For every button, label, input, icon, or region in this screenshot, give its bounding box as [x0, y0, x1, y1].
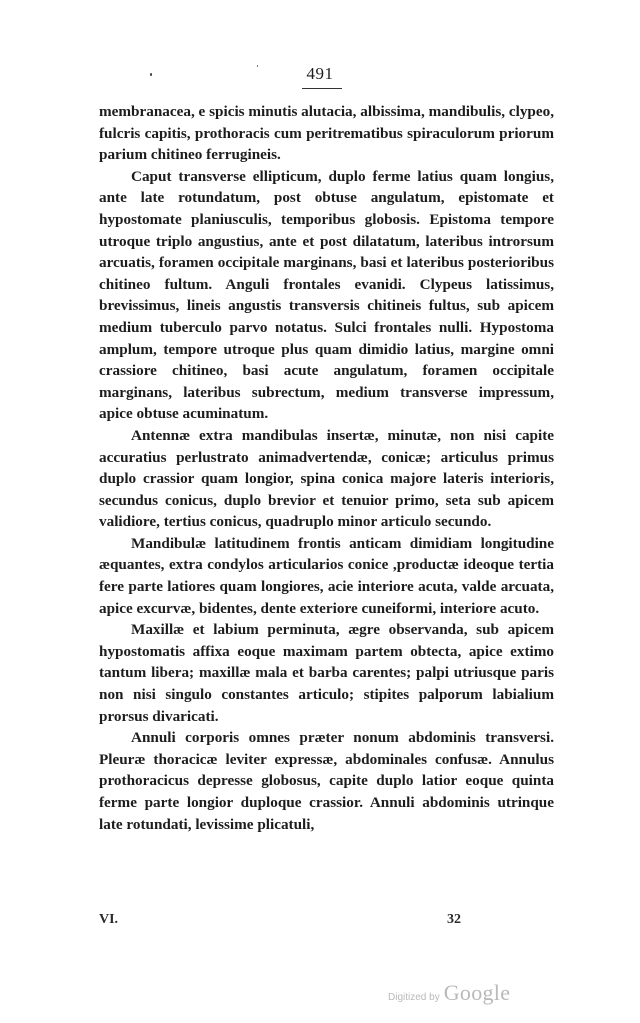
paragraph: Annuli corporis omnes præter nonum abdominis transversi. Pleuræ thoracicæ leviter expressæ, abdominales confusæ. Annulus prothoracicus depresse globosus, capite duplo latior eoque quinta ferme parte longior duploque crassior. Annuli abdominis utrinque late rotundati, levissime plicatuli, [99, 729, 554, 833]
page-number: 491 [306, 64, 334, 83]
body-text [99, 101, 554, 835]
digitization-watermark [388, 980, 510, 1006]
watermark-prefix: Digitized by [388, 992, 440, 1003]
signature-mark: VI. [99, 912, 119, 927]
sheet-number: 32 [447, 912, 461, 927]
running-header [0, 60, 640, 96]
paragraph: Antennæ extra mandibulas insertæ, minutæ, non nisi capite accuratius perlustrato animadvertendæ, conicæ; articulus primus duplo crassior quam longior, spina conica majore lateris interioris, secundus conicus, duplo brevior et tenuior primo, seta sub apicem validiore, tertius conicus, quadruplo minor articulo secundo. [99, 426, 554, 531]
paragraph: Mandibulæ latitudinem frontis anticam dimidiam longitudine æquantes, extra condylos articularios conice ,productæ ideoque tertia fere parte latiores quam longiores, acie interiore acuta, valde arcuata, apice excurvæ, bidentes, dente exteriore cuneiformi, interiore acuto. [99, 534, 554, 617]
paragraph: membranacea, e spicis minutis alutacia, albissima, mandibulis, clypeo, fulcris capitis, prothoracis cum peritrematibus spiraculorum priorum parium chitineo ferrugineis. [99, 103, 554, 164]
paragraph: Caput transverse ellipticum, duplo ferme latius quam longius, ante late rotundatum, post obtuse angulatum, epistomate et hypostomate planiusculis, temporibus globosis. Epistoma tempore utroque triplo angustius, ante et post dilatatum, lateribus introrsum arcuatis, foramen occipitale marginans, basi et lateribus posterioribus chitineo fultum. Anguli frontales evanidi. Clypeus latissimus, brevissimus, lineis angustis transversis chitineis fultus, sub apicem medium tuberculo parvo notatus. Sulci frontales nulli. Hypostoma amplum, tempore utroque plus quam dimidio latius, margine omni crassiore chitineo, basi acute angulatum, foramen occipitale marginans, lateribus subrectum, medium transverse impressum, apice obtuse acuminatum. [99, 167, 554, 423]
paragraph: Maxillæ et labium perminuta, ægre observanda, sub apicem hypostomatis affixa eoque maximam partem obtecta, apice extimo tantum libera; maxillæ mala et barba carentes; palpi utriusque paris non nisi singulo constantes articulo; stipites palporum labialium prorsus divaricati. [99, 621, 554, 725]
google-logo: Google [443, 980, 511, 1005]
page-number-rule [302, 88, 342, 89]
